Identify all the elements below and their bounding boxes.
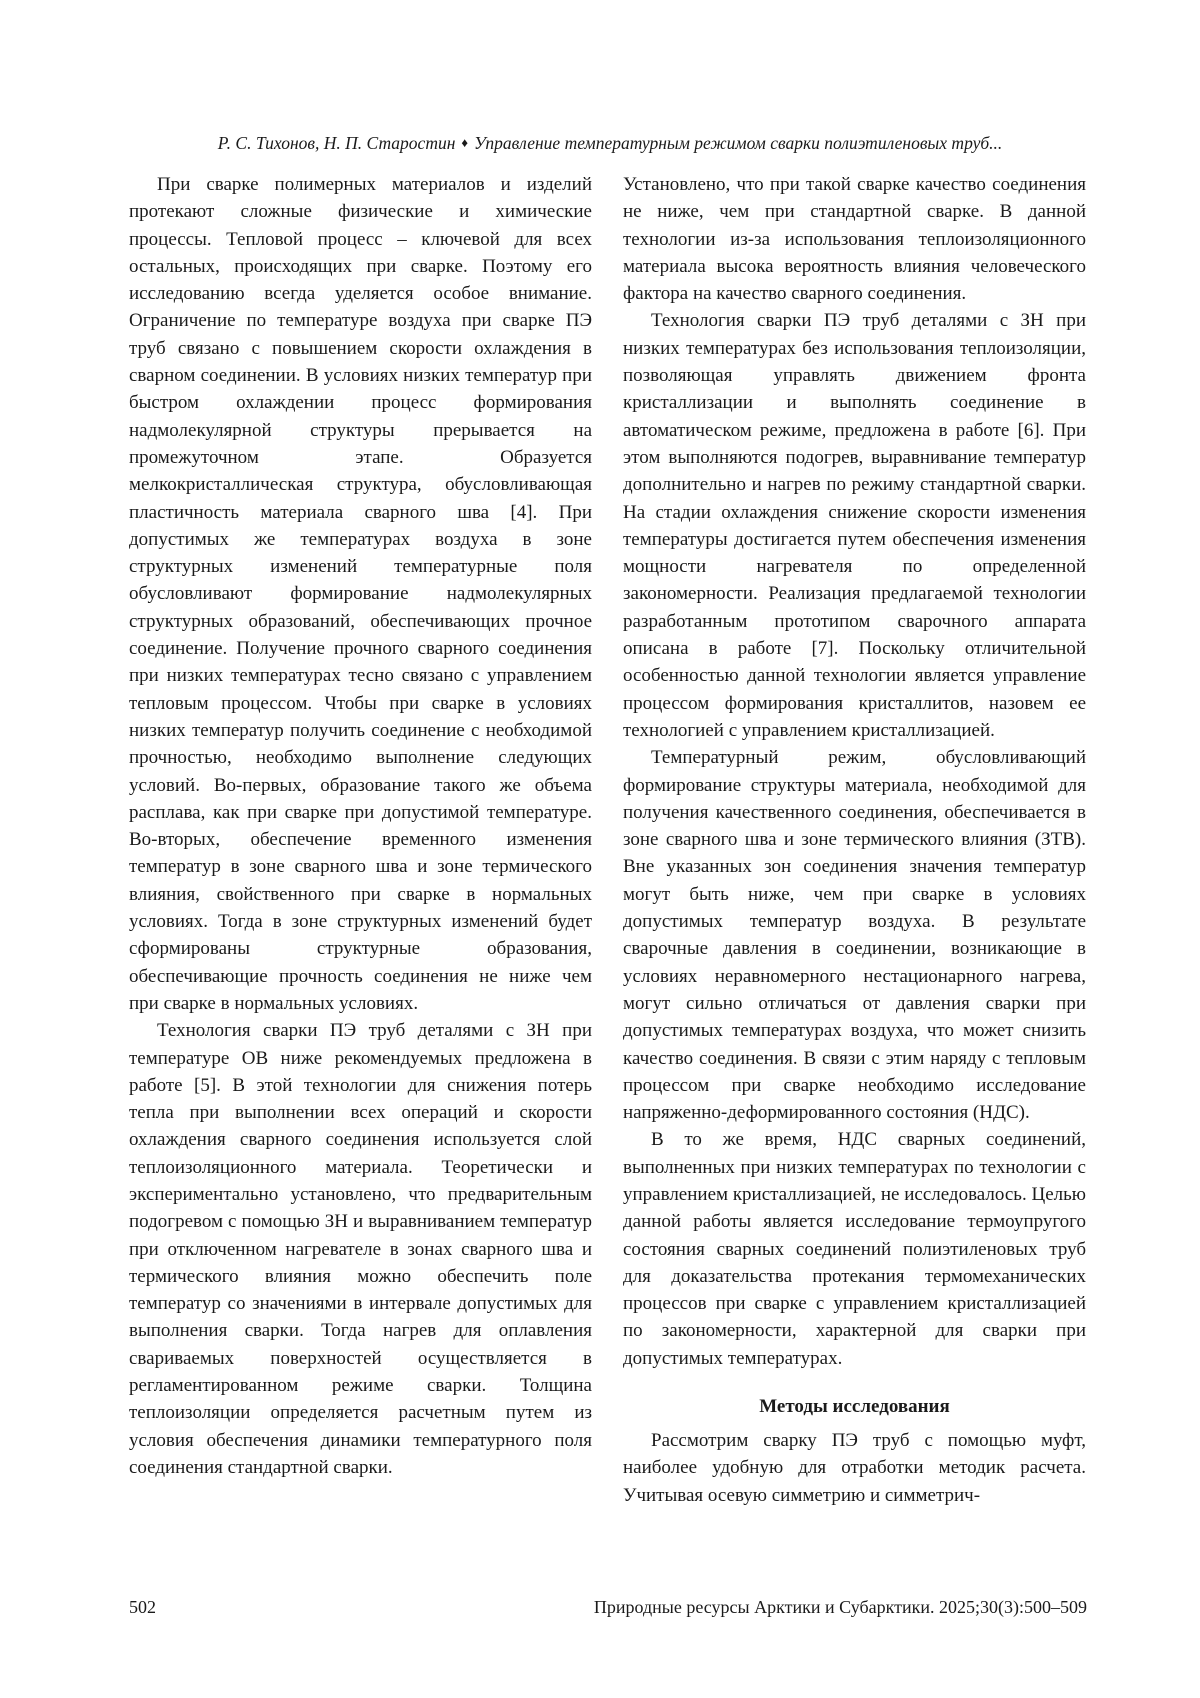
paragraph: При сварке полимерных материалов и изделий протекают сложные физические и химические процессы. Тепловой процесс – ключевой для всех остальных, происходящих при сварке. Поэтому его исследованию всегда уделяется особое внимание. Ограничение по температуре воздуха при сварке ПЭ труб связано с повышением скорости охлаждения в сварном соединении. В условиях низких температур при быстром охлаждении процесс формирования надмолекулярной структуры прерывается на промежуточном этапе. Образуется мелкокристаллическая структура, обусловливающая пластичность материала сварного шва [4]. При допустимых же температурах воздуха в зоне структурных изменений температурные поля обусловливают формирование надмолекулярных структурных образований, обеспечивающих прочное соединение. Получение прочного сварного соединения при низких температурах тесно связано с управлением тепловым процессом. Чтобы при сварке в условиях низких температур получить соединение с необходимой прочностью, необходимо выполнение следующих условий. Во-первых, образование такого же объема расплава, как при сварке при допустимой температуре. Во-вторых, обеспечение временного изменения температур в зоне сварного шва и зоне термического влияния, свойственного при сварке в нормальных условиях. Тогда в зоне структурных изменений будет сформированы структурные образования, обеспечивающие прочность соединения не ниже чем при сварке в нормальных условиях. <box>129 174 592 1014</box>
left-column <box>129 171 592 1481</box>
paragraph: Температурный режим, обусловливающий формирование структуры материала, необходимой для получения качественного соединения, обеспечивается в зоне сварного шва и зоне термического влияния (ЗТВ). Вне указанных зон соединения значения температур могут быть ниже, чем при сварке в условиях допустимых температур воздуха. В результате сварочные давления в соединении, возникающие в условиях неравномерного нестационарного нагрева, могут сильно отличаться от давления сварки при допустимых температурах воздуха, что может снизить качество соединения. В связи с этим наряду с тепловым процессом при сварке необходимо исследование напряженно-деформированного состояния (НДС). <box>623 747 1086 1124</box>
header-authors: Р. С. Тихонов, Н. П. Старостин <box>217 133 456 153</box>
journal-citation: Природные ресурсы Арктики и Субарктики. 2025;30(3):500–509 <box>593 1597 1087 1617</box>
paragraph: Технология сварки ПЭ труб деталями с ЗН при температуре ОВ ниже рекомендуемых предложена в работе [5]. В этой технологии для снижения потерь тепла при выполнении всех операций и скорости охлаждения сварного соединения используется слой теплоизоляционного материала. Теоретически и экспериментально установлено, что предварительным подогревом с помощью ЗН и выравниванием температур при отключенном нагревателе в зонах сварного шва и термического влияния можно обеспечить поле температур со значениями в интервале допустимых для выполнения сварки. Тогда нагрев для оплавления свариваемых поверхностей осуществляется в регламентированном режиме сварки. Толщина теплоизоляции определяется расчетным путем из условия обеспечения динамики температурного поля соединения стандартной сварки. <box>129 1020 592 1478</box>
right-column <box>623 171 1086 1509</box>
header-separator-icon: ♦ <box>461 135 469 150</box>
running-header <box>130 132 1090 154</box>
page-number: 502 <box>129 1597 156 1617</box>
header-article-title: Управление температурным режимом сварки полиэтиленовых труб... <box>474 133 1003 153</box>
section-heading: Методы исследования <box>759 1396 950 1418</box>
paragraph-continued: Установлено, что при такой сварке качество соединения не ниже, чем при стандартной сварке. В данной технологии из-за использования теплоизоляционного материала высока вероятность влияния человеческого фактора на качество сварного соединения. <box>623 174 1086 305</box>
paragraph: Технология сварки ПЭ труб деталями с ЗН при низких температурах без использования теплоизоляции, позволяющая управлять движением фронта кристаллизации и выполнять соединение в автоматическом режиме, предложена в работе [6]. При этом выполняются подогрев, выравнивание температур дополнительно и нагрев по режиму стандартной сварки. На стадии охлаждения снижение скорости изменения температуры достигается путем обеспечения изменения мощности нагревателя по определенной закономерности. Реализация предлагаемой технологии разработанным прототипом сварочного аппарата описана в работе [7]. Поскольку отличительной особенностью данной технологии является управление процессом формирования кристаллитов, назовем ее технологией с управлением кристаллизацией. <box>623 310 1086 741</box>
paragraph: В то же время, НДС сварных соединений, выполненных при низких температурах по технологии с управлением кристаллизацией, не исследовалось. Целью данной работы является исследование термоупругого состояния сварных соединений полиэтиленовых труб для доказательства протекания термомеханических процессов при сварке с управлением кристаллизацией по закономерности, характерной для сварки при допустимых температурах. <box>623 1129 1086 1369</box>
paragraph: Рассмотрим сварку ПЭ труб с помощью муфт, наиболее удобную для отработки методик расчета. Учитывая осевую симметрию и симметрич- <box>623 1430 1086 1506</box>
